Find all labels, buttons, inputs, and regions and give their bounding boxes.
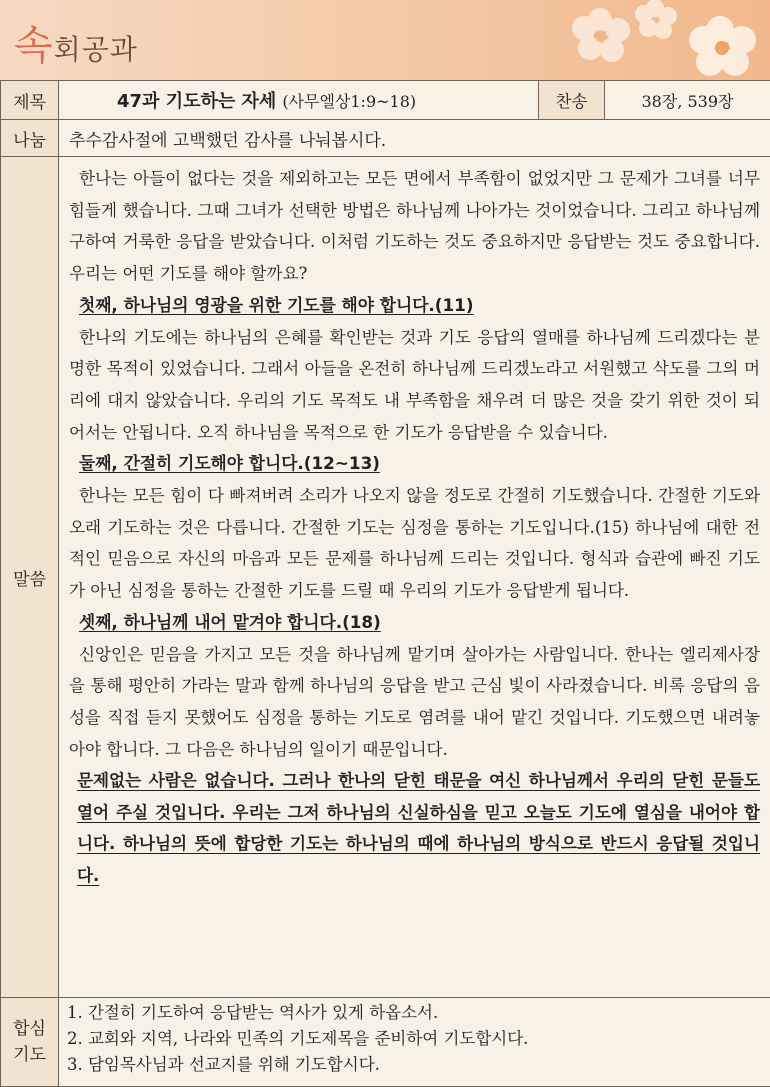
point2-body: 한나는 모든 힘이 다 빠져버려 소리가 나오지 않을 정도로 간절히 기도했습니다. 간절한 기도와 오래 기도하는 것은 다릅니다. 간절한 기도는 심정을 통하는 기도입니다.(15) 하나님에 대한 전적인 믿음으로 자신의 마음과 모든 문제를 하나님께 드리는 것입니다. 형식과 습관에 빠진 기도가 아닌 심정을 통하는 간절한 기도를 드릴 때 우리의 기도가 응답받게 됩니다. (69, 480, 760, 607)
share-row (1, 120, 770, 157)
share-text: 추수감사절에 고백했던 감사를 나눠봅시다. (59, 120, 770, 157)
share-label: 나눔 (1, 120, 59, 157)
title-row (1, 81, 770, 120)
word-row (1, 157, 770, 998)
point2-heading: 둘째, 간절히 기도해야 합니다.(12~13) (69, 448, 760, 480)
prayer-item: 2. 교회와 지역, 나라와 민족의 기도제목을 준비하여 기도합시다. (67, 1026, 762, 1052)
scripture-reference: (사무엘상1:9~18) (282, 92, 416, 111)
hymn-label: 찬송 (539, 81, 605, 120)
prayer-item: 3. 담임목사님과 선교지를 위해 기도합시다. (67, 1052, 762, 1078)
brand-small: 회공과 (54, 33, 138, 66)
point1-heading: 첫째, 하나님의 영광을 위한 기도를 해야 합니다.(11) (69, 290, 760, 322)
prayer-label-line2: 기도 (1, 1042, 58, 1068)
prayer-label (1, 998, 59, 1087)
flower-decoration-icon (560, 0, 770, 80)
prayer-list (59, 998, 770, 1087)
point3-body: 신앙인은 믿음을 가지고 모든 것을 하나님께 맡기며 살아가는 사람입니다. 한나는 엘리제사장을 통해 평안히 가라는 말과 함께 하나님의 응답을 받고 근심 빛이 사라졌습니다. 비록 응답의 음성을 직접 듣지 못했어도 심정을 통하는 기도로 염려를 내어 맡긴 것입니다. 기도했으면 내려놓아야 합니다. 그 다음은 하나님의 일이기 때문입니다. (69, 639, 760, 766)
prayer-row (1, 998, 770, 1087)
brand-logo (14, 14, 138, 71)
word-label: 말씀 (1, 157, 59, 998)
point3-heading: 셋째, 하나님께 내어 맡겨야 합니다.(18) (69, 607, 760, 639)
brand-big: 속 (14, 23, 54, 69)
intro-paragraph: 한나는 아들이 없다는 것을 제외하고는 모든 면에서 부족함이 없었지만 그 문제가 그녀를 너무 힘들게 했습니다. 그때 그녀가 선택한 방법은 하나님께 나아가는 것이었습니다. 그리고 하나님께 구하여 거룩한 응답을 받았습니다. 이처럼 기도하는 것도 중요하지만 응답받는 것도 중요합니다. 우리는 어떤 기도를 해야 할까요? (69, 163, 760, 290)
conclusion-paragraph: 문제없는 사람은 없습니다. 그러나 한나의 닫힌 태문을 여신 하나님께서 우리의 닫힌 문들도 열어 주실 것입니다. 우리는 그저 하나님의 신실하심을 믿고 오늘도 기도에 열심을 내어야 합니다. 하나님의 뜻에 합당한 기도는 하나님의 때에 하나님의 방식으로 반드시 응답될 것입니다. (69, 765, 760, 891)
hymn-value: 38장, 539장 (605, 81, 770, 120)
header-banner (0, 0, 770, 80)
prayer-label-line1: 합심 (1, 1016, 58, 1042)
point1-body: 한나의 기도에는 하나님의 은혜를 확인받는 것과 기도 응답의 열매를 하나님께 드리겠다는 분명한 목적이 있었습니다. 그래서 아들을 온전히 하나님께 드리겠노라고 서원했고 삭도를 그의 머리에 대지 않았습니다. 우리의 기도 목적도 내 부족함을 채우려 더 많은 것을 갖기 위한 것이 되어서는 안됩니다. 오직 하나님을 목적으로 한 기도가 응답받을 수 있습니다. (69, 322, 760, 449)
title-label: 제목 (1, 81, 59, 120)
word-content (59, 157, 770, 998)
lesson-title: 47과 기도하는 자세 (117, 91, 276, 112)
prayer-item: 1. 간절히 기도하여 응답받는 역사가 있게 하옵소서. (67, 1000, 762, 1026)
lesson-title-cell (59, 81, 539, 120)
lesson-table (0, 80, 770, 1087)
